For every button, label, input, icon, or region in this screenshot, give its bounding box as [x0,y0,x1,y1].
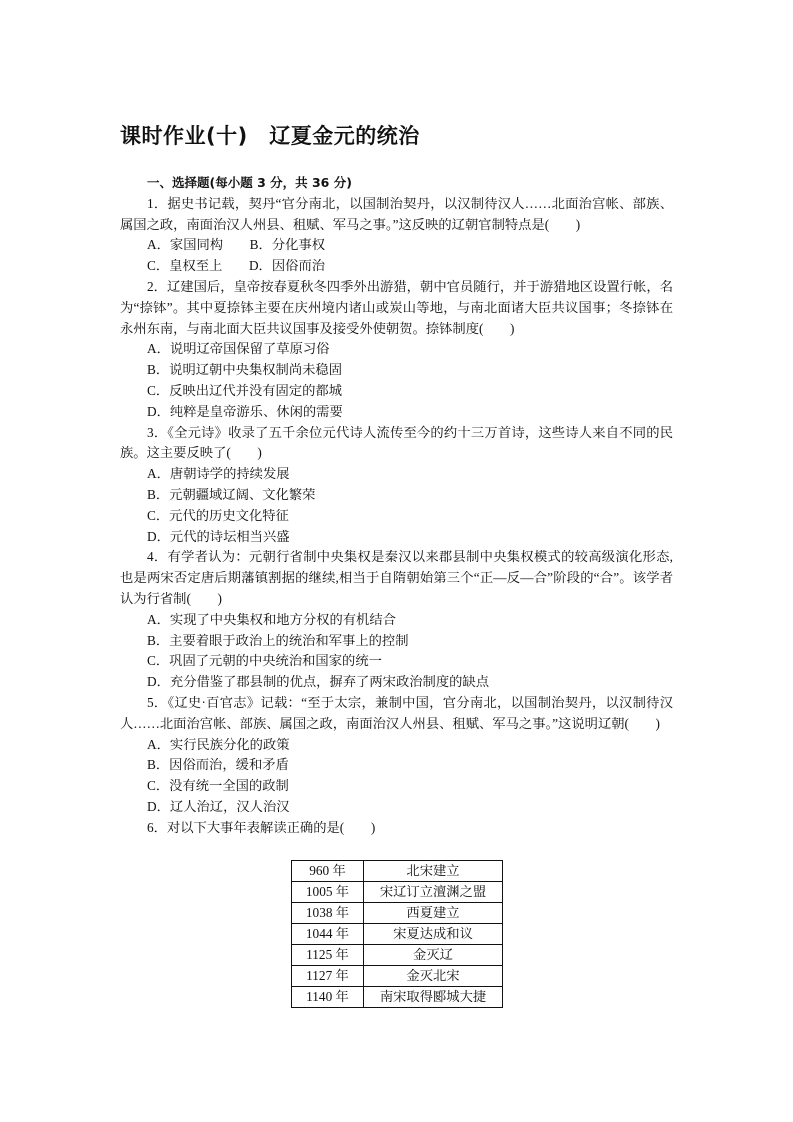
year-cell: 1127 年 [292,966,364,987]
option-a: A．说明辽帝国保留了草原习俗 [147,341,330,357]
option-row: A．家国同构 B．分化事权 [147,237,326,253]
year-cell: 1038 年 [292,903,364,924]
question-3 [120,423,673,548]
question-1 [120,194,673,277]
event-cell: 南宋取得郾城大捷 [364,987,503,1008]
option-d: D．纯粹是皇帝游乐、休闲的需要 [147,403,343,419]
question-stem: 6．对以下大事年表解读正确的是( ) [147,819,376,835]
timeline-table [291,860,503,1008]
event-cell: 北宋建立 [364,861,503,882]
question-stem: 3．《全元诗》收录了五千余位元代诗人流传至今的约十三万首诗，这些诗人来自不同的民族。这主要反映了( ) [120,424,673,461]
option-d: D．充分借鉴了郡县制的优点，摒弃了两宋政治制度的缺点 [147,674,490,690]
year-cell: 960 年 [292,861,364,882]
option-b: B．因俗而治，缓和矛盾 [147,757,289,773]
question-stem: 1．据史书记载，契丹“官分南北，以国制治契丹，以汉制待汉人……北面治宫帐、部族、属国之政，南面治汉人州县、租赋、军马之事。”这反映的辽朝官制特点是( ) [120,195,673,232]
table-row [292,987,503,1008]
table-row [292,903,503,924]
option-c: C．反映出辽代并没有固定的都城 [147,382,343,398]
year-cell: 1044 年 [292,924,364,945]
question-stem: 2．辽建国后，皇帝按春夏秋冬四季外出游猎，朝中官员随行，并于游猎地区设置行帐，名为“捺钵”。其中夏捺钵主要在庆州境内诸山或炭山等地，与南北面诸大臣共议国事；冬捺钵在永州东南，与南北面大臣共议国事及接受外使朝贺。捺钵制度( ) [120,278,673,336]
table-row [292,924,503,945]
option-a: A．实现了中央集权和地方分权的有机结合 [147,611,396,627]
event-cell: 宋辽订立澶渊之盟 [364,882,503,903]
year-cell: 1140 年 [292,987,364,1008]
option-c: C．没有统一全国的政制 [147,778,289,794]
option-c: C．巩固了元朝的中央统治和国家的统一 [147,653,382,669]
option-d: D．元代的诗坛相当兴盛 [147,528,290,544]
table-row [292,861,503,882]
option-d: D．辽人治辽，汉人治汉 [147,798,290,814]
year-cell: 1125 年 [292,945,364,966]
event-cell: 金灭北宋 [364,966,503,987]
question-6 [120,818,673,839]
year-cell: 1005 年 [292,882,364,903]
question-stem: 5．《辽史·百官志》记载：“至于太宗，兼制中国，官分南北，以国制治契丹，以汉制待汉人……北面治宫帐、部族、属国之政，南面治汉人州县、租赋、军马之事。”这说明辽朝( ) [120,694,673,731]
table-row [292,945,503,966]
table-row [292,966,503,987]
question-5 [120,693,673,818]
option-b: B．主要着眼于政治上的统治和军事上的控制 [147,632,409,648]
option-row: C．皇权至上 D．因俗而治 [147,258,326,274]
option-b: B．元朝疆域辽阔、文化繁荣 [147,486,316,502]
page-title: 课时作业(十) 辽夏金元的统治 [120,124,420,148]
question-4 [120,547,673,693]
option-a: A．实行民族分化的政策 [147,736,290,752]
option-a: A．唐朝诗学的持续发展 [147,466,290,482]
option-c: C．元代的历史文化特征 [147,507,289,523]
event-cell: 宋夏达成和议 [364,924,503,945]
table-row [292,882,503,903]
question-2 [120,277,673,423]
event-cell: 西夏建立 [364,903,503,924]
question-list [120,173,673,839]
event-cell: 金灭辽 [364,945,503,966]
section-heading: 一、选择题(每小题 3 分，共 36 分) [147,175,352,190]
option-b: B．说明辽朝中央集权制尚未稳固 [147,362,343,378]
question-stem: 4．有学者认为：元朝行省制中央集权是秦汉以来郡县制中央集权模式的较高级演化形态,也是两宋否定唐后期藩镇割据的继续,相当于自隋朝始第三个“正—反—合”阶段的“合”。该学者认为行省制( ) [120,549,673,606]
